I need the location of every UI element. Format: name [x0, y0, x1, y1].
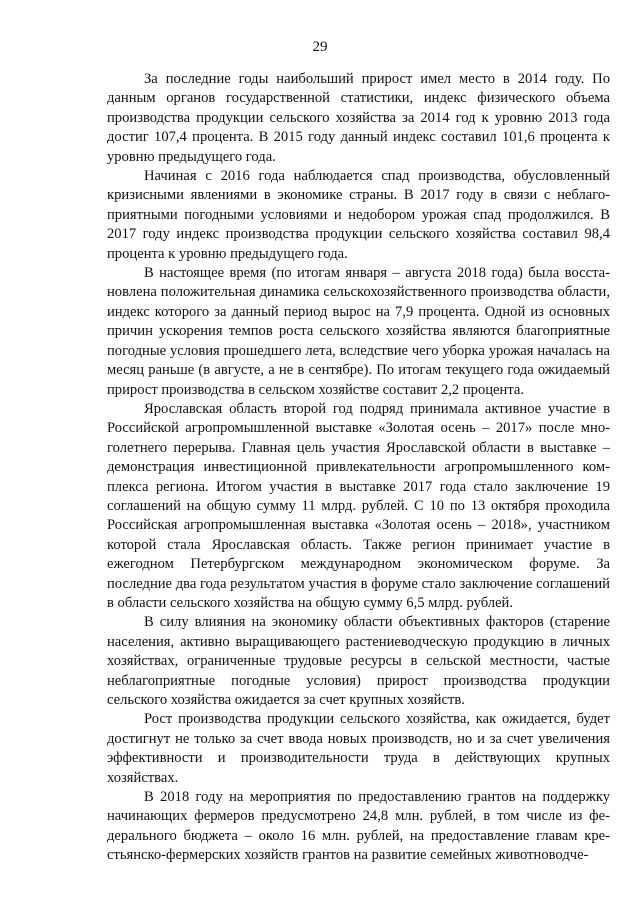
paragraph-6: Рост производства продукции сельского хозяйства, как ожидается, будет достигнут не только за счет ввода новых производств, но и за счет увеличения эффективности и производительности труда в действующих крупных хозяйствах. [107, 711, 610, 786]
paragraph-2: Начиная с 2016 года наблюдается спад производства, обусловленный кризисными явлениями в экономике страны. В 2017 году в связи с неблагоприятными погодными условиями и недобором урожая спад продолжился. В 2017 году индекс производства продукции сельского хозяйства составил 98,4 процента к уровню предыдущего года. [107, 168, 610, 262]
paragraph-5: В силу влияния на экономику области объективных факторов (старение населения, активно выращивающего растениеводческую продукцию в личных хозяйствах, ограниченные трудовые ресурсы в сельской местности, частые неблагоприятные погодные условия) прирост производства продукции сельского хозяйства ожидается за счет крупных хозяйств. [107, 614, 610, 708]
paragraph-1: За последние годы наибольший прирост имел место в 2014 году. По данным органов государственной статистики, индекс физического объема производства продукции сельского хозяйства за 2014 год к уровню 2013 года достиг 107,4 процента. В 2015 году данный индекс составил 101,6 процента к уровню предыдущего года. [107, 71, 610, 165]
paragraph-3: В настоящее время (по итогам января – августа 2018 года) была восстановлена положительная динамика сельскохозяйственного производства области, индекс которого за данный период вырос на 7,9 процента. Одной из основных причин ускорения темпов роста сельского хозяйства являются благоприятные погодные условия прошедшего лета, вследствие чего уборка урожая началась на месяц раньше (в августе, а не в сентябре). По итогам текущего года ожидаемый прирост производства в сельском хозяйстве составит 2,2 процента. [107, 265, 610, 398]
paragraph-4: Ярославская область второй год подряд принимала активное участие в Российской агропромышленной выставке «Золотая осень – 2017» после многолетнего перерыва. Главная цель участия Ярославской области в выставке – демонстрация инвестиционной привлекательности агропромышленного комплекса региона. Итогом участия в выставке 2017 года стало заключение 19 соглашений на общую сумму 11 млрд. рублей. С 10 по 13 октября проходила Российская агропромышленная выставка «Золотая осень – 2018», участником которой стала Ярославская область. Также регион принимает участие в ежегодном Петербургском международном экономическом форуме. За последние два года результатом участия в форуме стало заключение соглашений в области сельского хозяйства на общую сумму 6,5 млрд. рублей. [107, 400, 610, 611]
paragraph-7: В 2018 году на мероприятия по предоставлению грантов на поддержку начинающих фермеров предусмотрено 24,8 млн. рублей, в том числе из федерального бюджета – около 16 млн. рублей, на предоставление главам крестьянско-фермерских хозяйств грантов на развитие семейных животноводче- [107, 789, 610, 864]
document-body [107, 70, 610, 866]
page-number: 29 [312, 39, 328, 55]
